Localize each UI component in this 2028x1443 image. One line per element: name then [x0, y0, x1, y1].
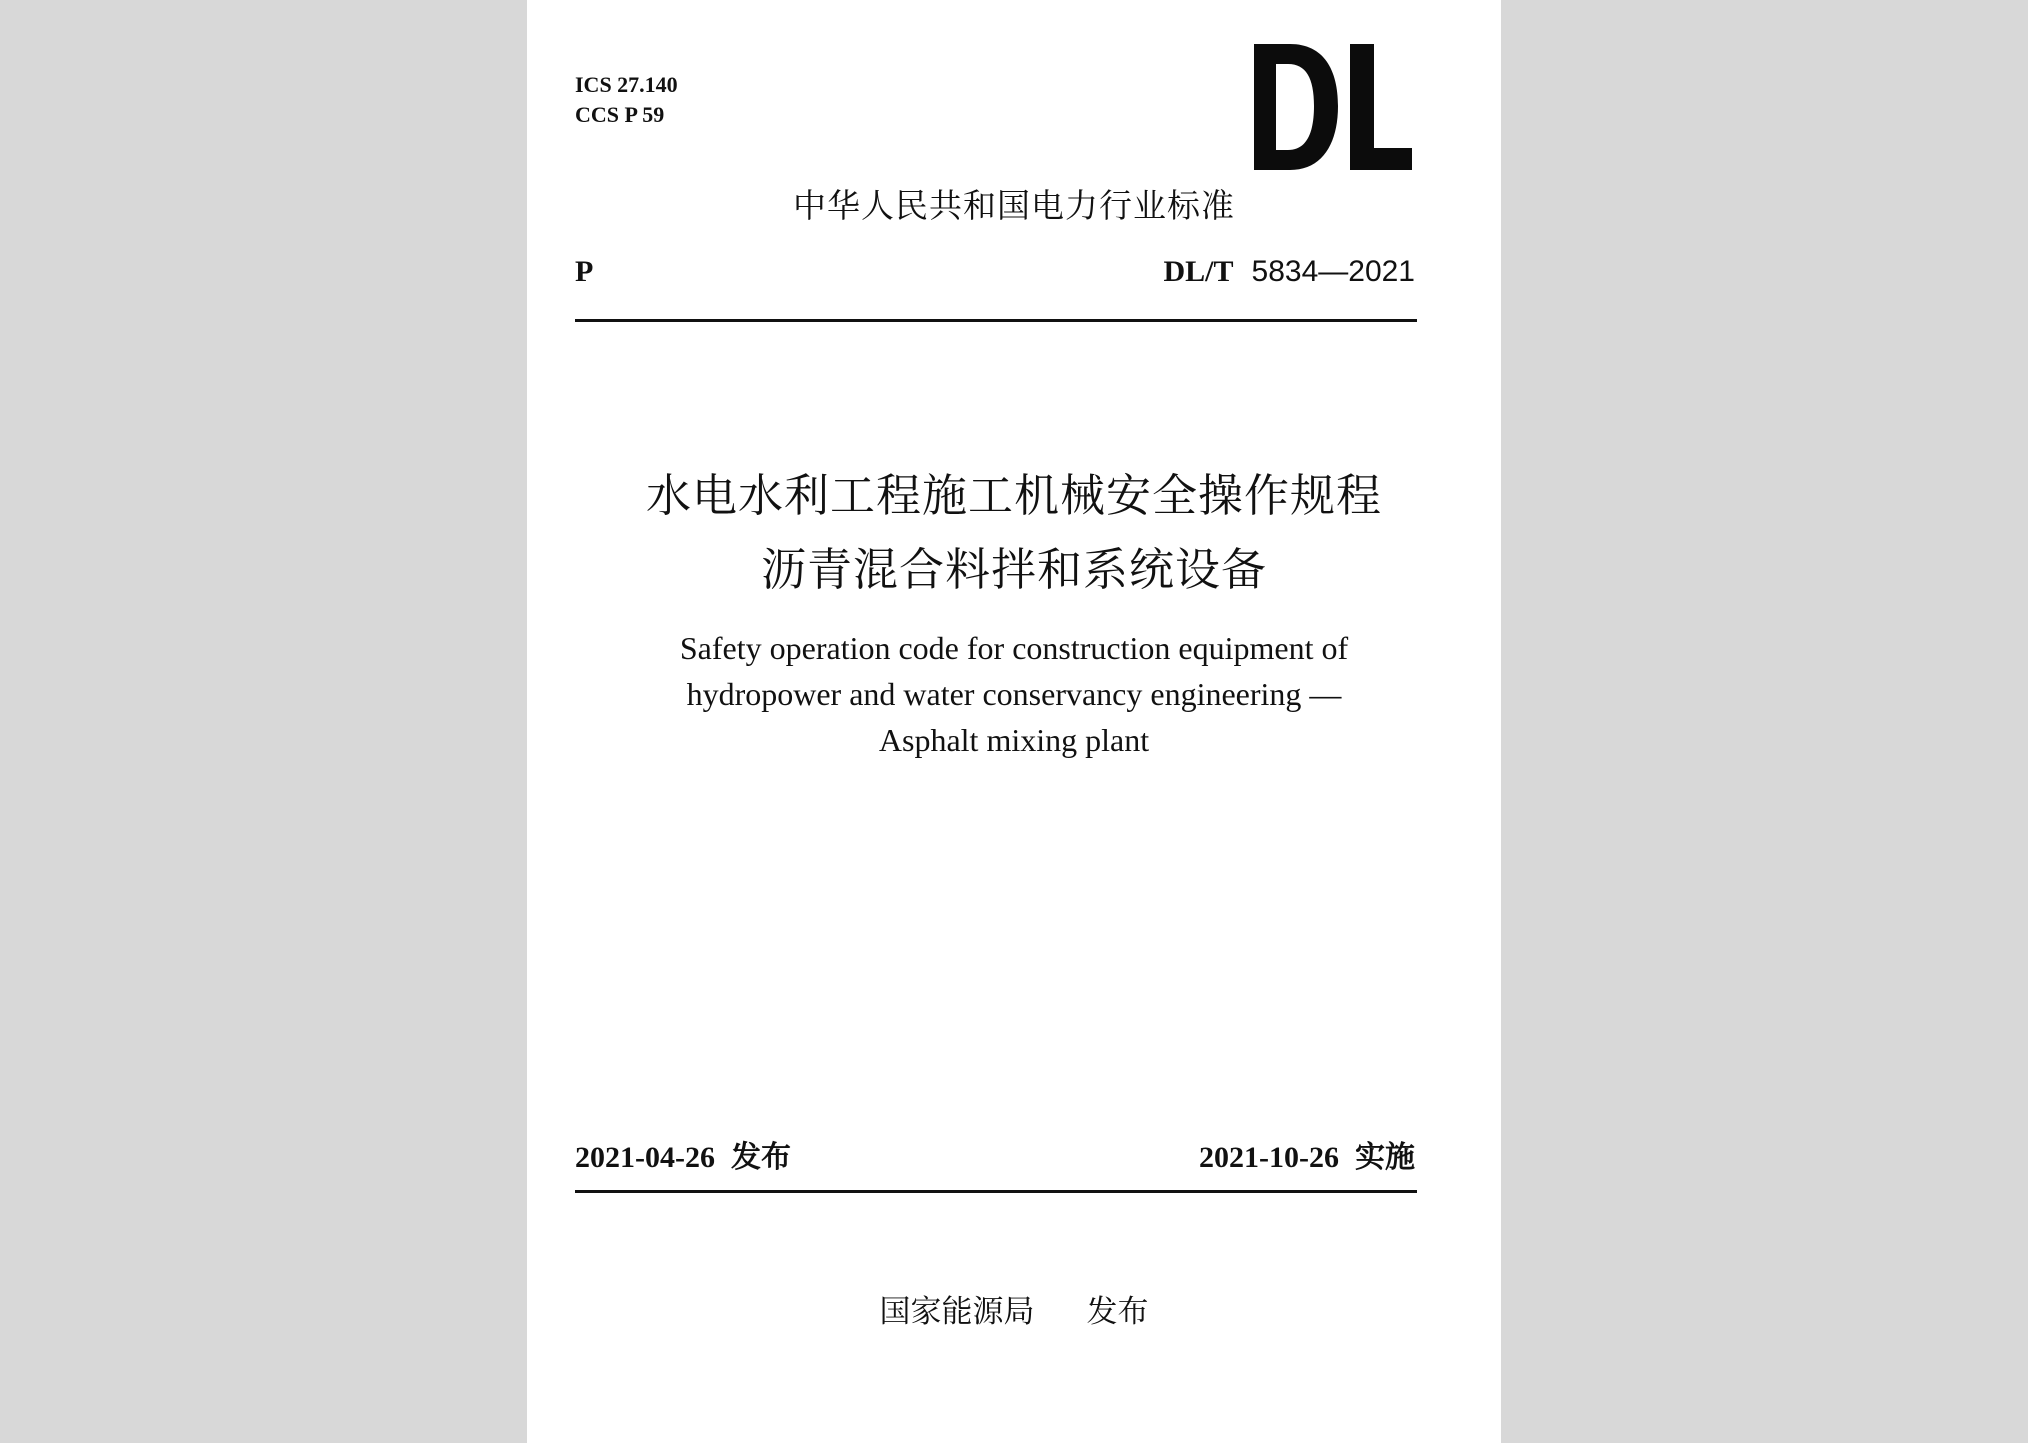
publisher-name: 国家能源局 [879, 1294, 1035, 1330]
title-en-line-2: hydropower and water conservancy engineering — [686, 676, 1342, 712]
title-en-line-3: Asphalt mixing plant [878, 722, 1150, 758]
top-divider [575, 319, 1417, 322]
category-code: P [575, 255, 594, 288]
effective-label: 实施 [1355, 1140, 1415, 1175]
issue-label: 发布 [730, 1140, 791, 1175]
publisher-label: 发布 [1086, 1294, 1149, 1330]
ics-code: ICS 27.140 [575, 72, 678, 97]
effective-date-block [1199, 1138, 1415, 1178]
document-cover [527, 0, 1501, 1443]
title-cn-line-2: 沥青混合料拌和系统设备 [760, 543, 1267, 596]
publisher-line [527, 1292, 1501, 1332]
effective-date: 2021-10-26 [1199, 1141, 1339, 1174]
standard-prefix: DL/T [1163, 255, 1234, 288]
ministry-heading: 中华人民共和国电力行业标准 [793, 186, 1235, 225]
classification-codes [575, 70, 678, 130]
issue-date: 2021-04-26 [575, 1141, 715, 1174]
title-en [527, 625, 1501, 763]
title-en-line-1: Safety operation code for construction equipment of [679, 630, 1349, 666]
issue-date-block [575, 1138, 791, 1178]
standard-code: 5834—2021 [1251, 255, 1415, 288]
dl-logo [1254, 40, 1414, 176]
bottom-divider [575, 1190, 1417, 1193]
standard-number [1163, 252, 1415, 292]
ccs-code: CCS P 59 [575, 102, 665, 127]
title-cn-line-1: 水电水利工程施工机械安全操作规程 [645, 469, 1382, 522]
